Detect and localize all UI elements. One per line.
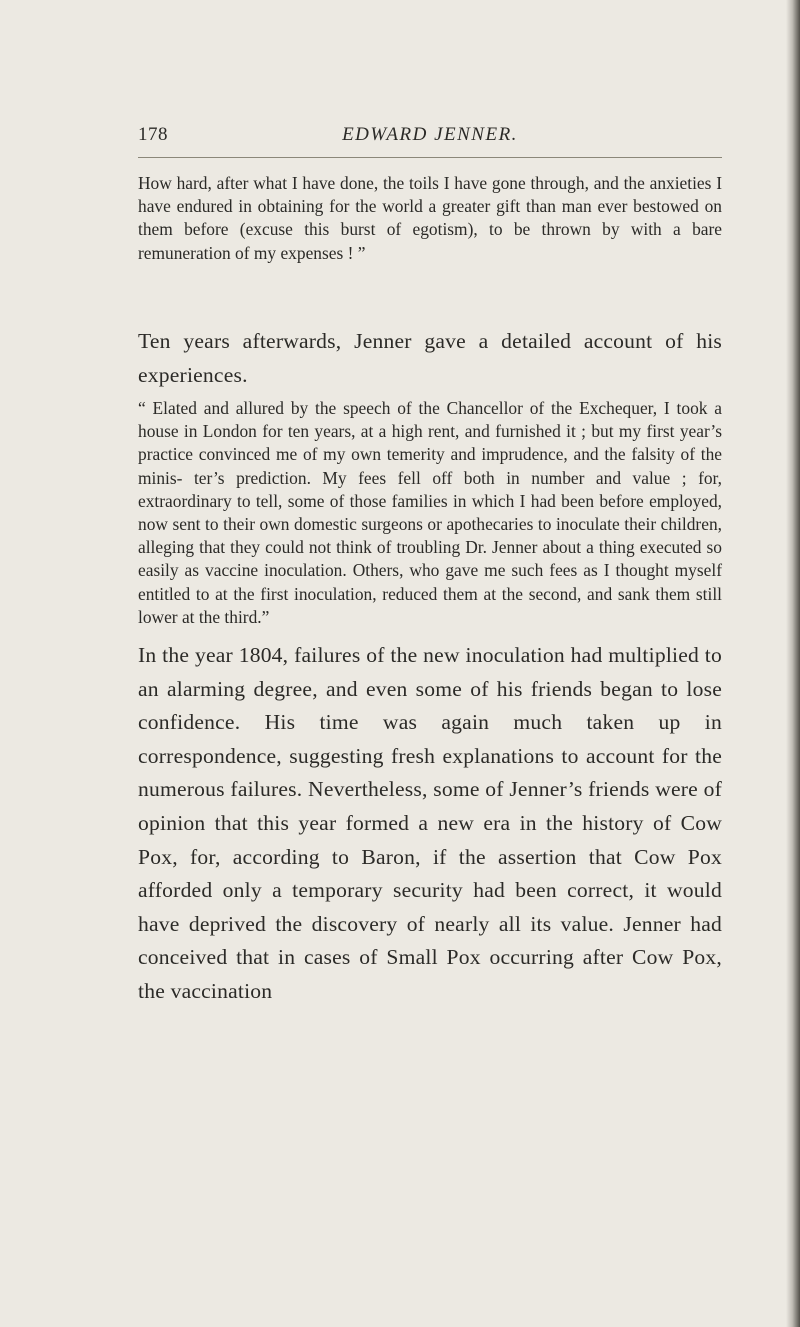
narrative-paragraph-ten-years: Ten years afterwards, Jenner gave a detailed account of his experiences. — [138, 329, 722, 387]
jenner-quote-paragraph: “ Elated and allured by the speech of the Chancellor of the Exchequer, I took a house in London for ten years, at a high rent, and furnished it ; but my first year’s practice convinced me of my own temerity and imprudence, and the falsity of the minis- ter’s prediction. My fees fell off both in number and value ; for, extraordinary to tell, some of those families in which I had been before employed, now sent to their own domestic surgeons or apothecaries to inoculate their children, alleging that they could not think of troubling Dr. Jenner about a thing executed so easily as vaccine inoculation. Others, who gave me such fees as I thought myself entitled to at the first inoculation, reduced them at the second, and sank them still lower at the third.” — [138, 398, 722, 627]
page-header — [138, 124, 722, 154]
binding-edge-shadow — [786, 0, 800, 1327]
running-title: EDWARD JENNER. — [342, 124, 518, 145]
quote-continuation-paragraph: How hard, after what I have done, the toils I have gone through, and the anxieties I have endured in obtaining for the world a greater gift than man ever bestowed on them before (excuse this burst of egotism), to be thrown by with a bare remuneration of my expenses ! ” — [138, 173, 722, 263]
page-number: 178 — [138, 124, 168, 145]
header-rule — [138, 157, 722, 158]
narrative-paragraph-1804: In the year 1804, failures of the new inoculation had multiplied to an alarming degree, and even some of his friends began to lose confidence. His time was again much taken up in correspondence, suggesting fresh explanations to account for the numerous failures. Nevertheless, some of Jenner’s friends were of opinion that this year formed a new era in the history of Cow Pox, for, according to Baron, if the assertion that Cow Pox afforded only a temporary security had been correct, it would have deprived the discovery of nearly all its value. Jenner had conceived that in cases of Small Pox occurring after Cow Pox, the vaccination — [138, 643, 722, 1003]
